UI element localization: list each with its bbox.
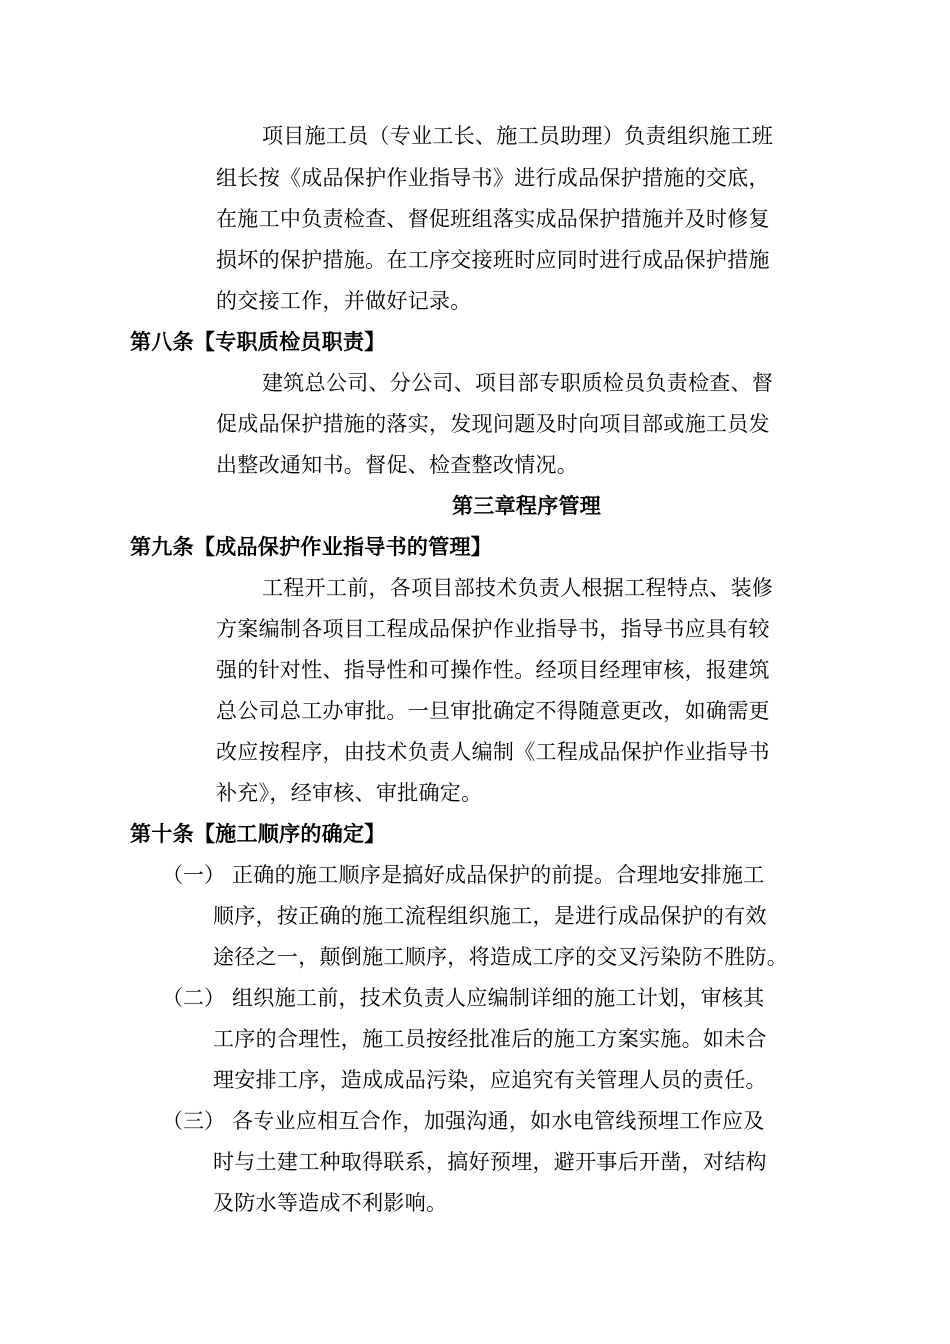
list-item-line: 正确的施工顺序是搞好成品保护的前提。合理地安排施工 bbox=[232, 863, 765, 887]
paragraph-line: 在施工中负责检查、督促班组落实成品保护措施并及时修复 bbox=[216, 207, 770, 231]
list-item-marker: （三） bbox=[162, 1109, 225, 1133]
list-item-marker: （一） bbox=[162, 863, 225, 887]
list-item-line: 理安排工序，造成成品污染，应追究有关管理人员的责任。 bbox=[213, 1068, 767, 1092]
list-item-line: 顺序，按正确的施工流程组织施工，是进行成品保护的有效 bbox=[213, 904, 767, 928]
paragraph-line: 项目施工员（专业工长、施工员助理）负责组织施工班 bbox=[262, 124, 774, 148]
paragraph-line: 补充》，经审核、审批确定。 bbox=[216, 781, 483, 805]
paragraph-line: 总公司总工办审批。一旦审批确定不得随意更改，如确需更 bbox=[216, 699, 770, 723]
chapter-title: 第三章程序管理 bbox=[452, 494, 602, 518]
paragraph-line: 损坏的保护措施。在工序交接班时应同时进行成品保护措施 bbox=[216, 248, 770, 272]
paragraph-line: 出整改通知书。督促、检查整改情况。 bbox=[216, 453, 579, 477]
paragraph-line: 工程开工前，各项目部技术负责人根据工程特点、装修 bbox=[262, 576, 774, 600]
article-heading: 第九条【成品保护作业指导书的管理】 bbox=[130, 535, 493, 559]
list-item-line: 途径之一，颠倒施工顺序，将造成工序的交叉污染防不胜防。 bbox=[213, 945, 789, 969]
paragraph-line: 建筑总公司、分公司、项目部专职质检员负责检查、督 bbox=[262, 371, 774, 395]
article-heading: 第八条【专职质检员职责】 bbox=[130, 330, 386, 354]
list-item-line: 及防水等造成不利影响。 bbox=[213, 1191, 448, 1215]
paragraph-line: 的交接工作，并做好记录。 bbox=[216, 289, 472, 313]
article-heading: 第十条【施工顺序的确定】 bbox=[130, 822, 386, 846]
list-item-line: 工序的合理性，施工员按经批准后的施工方案实施。如未合 bbox=[213, 1027, 767, 1051]
list-item-marker: （二） bbox=[162, 986, 225, 1010]
list-item-line: 各专业应相互合作，加强沟通，如水电管线预埋工作应及 bbox=[232, 1109, 765, 1133]
paragraph-line: 组长按《成品保护作业指导书》进行成品保护措施的交底， bbox=[216, 166, 770, 190]
paragraph-line: 方案编制各项目工程成品保护作业指导书，指导书应具有较 bbox=[216, 617, 770, 641]
paragraph-line: 促成品保护措施的落实，发现问题及时向项目部或施工员发 bbox=[216, 412, 770, 436]
paragraph-line: 强的针对性、指导性和可操作性。经项目经理审核，报建筑 bbox=[216, 658, 770, 682]
list-item-line: 组织施工前，技术负责人应编制详细的施工计划，审核其 bbox=[232, 986, 765, 1010]
list-item-line: 时与土建工种取得联系，搞好预埋，避开事后开凿，对结构 bbox=[213, 1150, 767, 1174]
paragraph-line: 改应按程序，由技术负责人编制《工程成品保护作业指导书 bbox=[216, 740, 770, 764]
